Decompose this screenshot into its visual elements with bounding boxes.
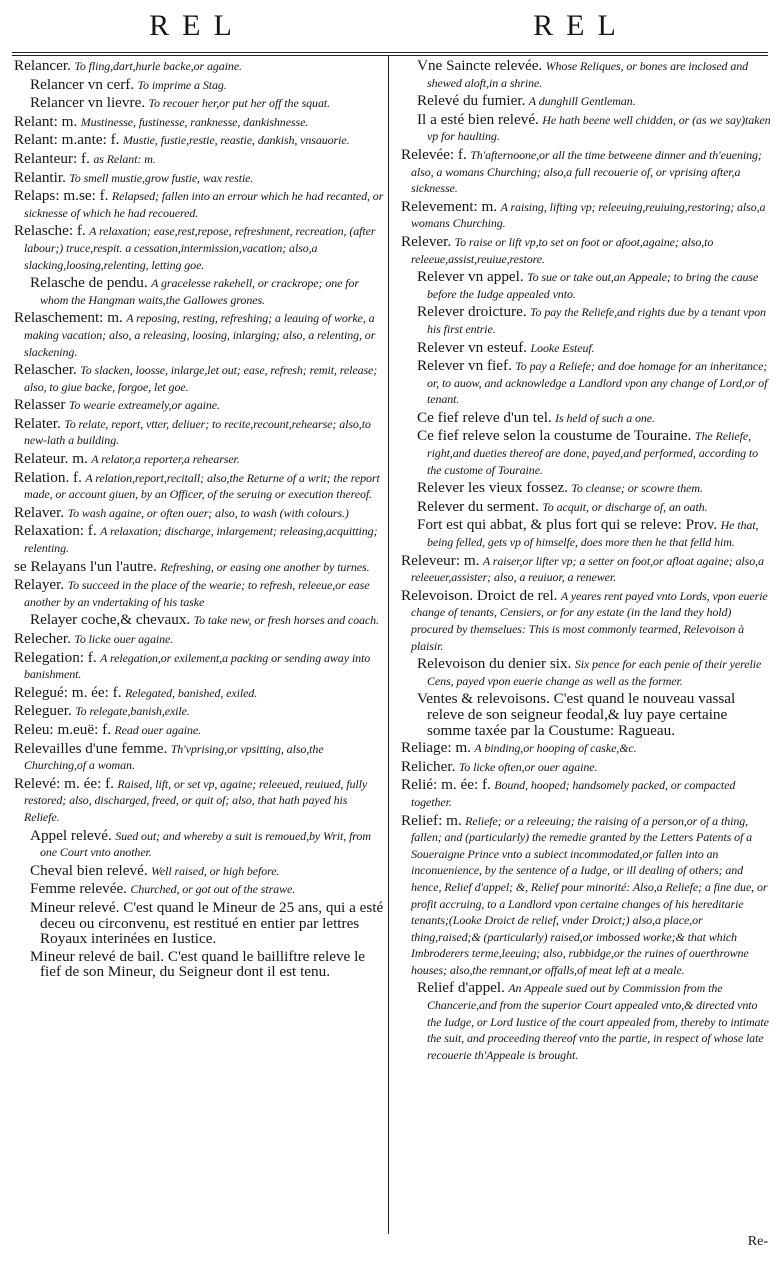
entry-headword: Relasser (14, 396, 66, 414)
dictionary-entry (14, 559, 384, 576)
entry-headword: Ce fief releve d'un tel. (417, 408, 552, 426)
entry-definition: A raising, lifting vp; releeuing,reuiuing,restoring; also,a womans Churching. (411, 199, 766, 231)
left-column (14, 58, 384, 1228)
entry-definition: To sue or take out,an Appeale; to bring the cause before the Iudge appealed vnto. (427, 270, 759, 301)
entry-headword: Relevoison du denier six. (417, 655, 572, 673)
entry-definition: To relegate,banish,exile. (75, 704, 190, 719)
entry-definition: To take new, or fresh horses and coach. (193, 613, 379, 628)
entry-definition: A relator,a reporter,a rehearser. (91, 452, 240, 467)
entry-definition: A raiser,or lifter vp; a setter on foot,or afloat againe; also,a releeuer,assister; also, a reuiuor, a renewer. (411, 553, 764, 585)
entry-definition: A gracelesse rakehell, or crackrope; one for whom the Hangman waits,the Gallowes grones. (40, 276, 359, 307)
entry-definition: To relate, report, vtter, deliuer; to recite,recount,rehearse; also,to new-lath a building. (24, 416, 371, 448)
entry-headword: Relief: m. (401, 811, 462, 829)
sub-entry (401, 499, 771, 516)
entry-definition: A yeares rent payed vnto Lords, vpon euerie change of tenants, Censiers, or for any estate (in the land they hold) procured by themselues: This is most commonly tearmed, Relevoison à plaisir. (411, 588, 768, 653)
entry-definition: Sued out; and whereby a suit is remoued,by Writ, from one Court vnto another. (40, 828, 371, 860)
entry-definition: A relaxation; discharge, inlargement; releasing,acquitting; relenting. (24, 524, 378, 556)
entry-headword: Releveur: m. (401, 551, 480, 569)
entry-headword: Relancer vn cerf. (30, 75, 135, 93)
sub-entry (401, 480, 771, 497)
sub-entry (401, 93, 771, 110)
dictionary-entry (401, 759, 771, 776)
entry-headword: Relayer coche,& chevaux. (30, 611, 191, 629)
dictionary-entry (14, 470, 384, 503)
dictionary-entry (14, 577, 384, 610)
entry-headword: Relever droicture. (417, 303, 527, 321)
entry-headword: Relant: m.ante: f. (14, 131, 120, 149)
entry-headword: Relever vn fief. (417, 357, 512, 375)
entry-headword: Relegation: f. (14, 648, 97, 666)
entry-headword: Ce fief releve selon la coustume de Touraine. (417, 427, 692, 445)
dictionary-entry (401, 588, 771, 654)
entry-headword: Relicher. (401, 757, 456, 775)
column-divider (388, 56, 389, 1234)
entry-definition: To raise or lift vp,to set on foot or afoot,againe; also,to releeue,assist,reuiue,restore. (411, 234, 714, 266)
entry-definition: To recouer her,or put her off the squat. (148, 96, 330, 111)
sub-entry (401, 112, 771, 145)
entry-definition: To pay a Reliefe; and doe homage for an inheritance; or, to auow, and acknowledge a Landlord vpon any change of Lord,or of tenant. (427, 359, 768, 407)
entry-headword: Relever du serment. (417, 497, 539, 515)
entry-definition: Reliefe; or a releeuing; the raising of a person,or of a thing, fallen; and (particularly) the remedie granted by the Letters Patents of a Soueraigne Prince vnto a subiect incommodated,or fallen into an inconuenience, by the sentence of a Iudge, or ill dealing of others; and hence, Relief d'appel; &, Relief pour minorité: Also,a Reliefe; a fine due, or profit accruing, to a Landlord vpon certaine changes of his hereditarie tenants;(Looke Droict de relief, vnder Droict;) also,a place,or thing,raised;& (particularly) raised,or imbossed worke;& that which Imbroderers terme,leeuing; also, rubbidge,or the ruines of ouerthrowne houses; also,the remnant,or offalls,of meat left at a meale. (411, 813, 768, 977)
entry-definition: A reposing, resting, refreshing; a leauing of worke, a making vacation; also, a releasing, loosing, inlarging; also, a relenting, or slackening. (24, 311, 376, 359)
dictionary-entry (14, 703, 384, 720)
entry-headword: Relant: m. (14, 112, 78, 130)
sub-entry (14, 881, 384, 898)
entry-definition: To licke often,or ouer againe. (458, 759, 598, 774)
entry-headword: Relaxation: f. (14, 522, 97, 540)
entry-definition: To fling,dart,hurle backe,or againe. (74, 59, 242, 73)
entry-headword: Relevée: f. (401, 145, 467, 163)
sub-entry (401, 58, 771, 91)
sub-entry (401, 269, 771, 302)
entry-definition: He hath beene well chidden, or (as we say)taken vp for haulting. (427, 112, 771, 144)
entry-headword: Relief d'appel. (417, 979, 505, 997)
sub-entry (14, 949, 384, 980)
dictionary-entry (14, 776, 384, 826)
entry-headword: Relever vn esteuf. (417, 338, 528, 356)
entry-headword: Releu: m.euë: f. (14, 720, 111, 738)
entry-definition: Well raised, or high before. (151, 863, 280, 878)
dictionary-entry (14, 310, 384, 360)
dictionary-entry (14, 416, 384, 449)
entry-headword: Relayer. (14, 576, 65, 594)
entry-headword: Relevé du fumier. (417, 92, 526, 110)
dictionary-entry (14, 188, 384, 221)
entry-definition: An Appeale sued out by Commission from the Chancerie,and from the superior Court appealed vnto,& directed vnto the Iudge, or Lord Iustice of the court appealed from, thereby to intimate the suit, and proceeding thereof vnto the partie, in respect of whose late recouerie th'Appeale is brought. (427, 981, 769, 1062)
dictionary-entry (401, 740, 771, 757)
right-column (401, 58, 771, 1228)
sub-entry (14, 828, 384, 861)
entry-definition: A relation,report,recitall; also,the Returne of a writ; the report made, or account giuen, by an Officer, of the seruing or execution thereof. (24, 470, 380, 502)
sub-entry (401, 656, 771, 689)
entry-headword: Relater. (14, 414, 61, 432)
entry-definition: To licke ouer againe. (74, 632, 174, 646)
entry-definition: Is held of such a one. (555, 410, 655, 425)
sub-entry (14, 863, 384, 880)
entry-headword: Relaver. (14, 503, 65, 521)
entry-headword: se Relayans l'un l'autre. (14, 557, 157, 575)
entry-headword: Relevoison. Droict de rel. (401, 586, 558, 604)
dictionary-entry (14, 170, 384, 187)
sub-entry (401, 304, 771, 337)
entry-definition: He that, being felled, gets vp of himselfe, does more then he that felld him. (427, 518, 759, 550)
entry-definition: Raised, lift, or set vp, againe; releeued, reuiued, fully restored; also, discharged, freed, or quit of; also, that hath payed his Reliefe. (24, 776, 368, 824)
entry-definition: To pay the Reliefe,and rights due by a tenant vpon his first entrie. (427, 305, 766, 336)
dictionary-entry (14, 523, 384, 556)
entry-definition: To imprime a Stag. (137, 77, 227, 92)
entry-definition: Relegated, banished, exiled. (124, 685, 258, 700)
entry-definition: A dunghill Gentleman. (528, 94, 636, 109)
sub-entry (14, 275, 384, 308)
entry-headword: Relié: m. ée: f. (401, 776, 491, 794)
entry-headword: Il a esté bien relevé. (417, 110, 539, 128)
entry-definition: To cleanse; or scowre them. (571, 481, 703, 496)
entry-definition: Churched, or got out of the strawe. (130, 882, 296, 897)
sub-entry (14, 77, 384, 94)
entry-headword: Relevé: m. ée: f. (14, 774, 114, 792)
sub-entry (401, 980, 771, 1063)
dictionary-entry (401, 553, 771, 586)
entry-headword: Femme relevée. (30, 880, 127, 898)
dictionary-entry (14, 631, 384, 648)
entry-definition: To succeed in the place of the wearie; to refresh, releeue,or ease another by an vndertaking of his taske (24, 578, 370, 609)
entry-definition: To acquit, or discharge of, an oath. (542, 499, 708, 514)
entry-headword: Relecher. (14, 630, 71, 647)
entry-headword: Relaschement: m. (14, 309, 123, 327)
entry-headword: Relasche: f. (14, 222, 86, 240)
entry-definition: A binding,or hooping of caske,&c. (474, 741, 637, 756)
dictionary-entry (14, 741, 384, 774)
dictionary-entry (14, 58, 384, 75)
sub-entry (14, 95, 384, 112)
running-head-left: REL (149, 9, 245, 42)
entry-headword: Relanteur: f. (14, 149, 90, 167)
entry-definition: The Reliefe, right,and dueties thereof are done, payed,and performed, according to the custome of Touraine. (427, 429, 759, 477)
entry-headword: Relantir. (14, 168, 66, 186)
dictionary-entry (14, 132, 384, 149)
entry-headword: Relever vn appel. (417, 268, 524, 286)
entry-definition: Th'afternoone,or all the time betweene dinner and th'euening; also, a womans Churching; also,a full recouerie of, or vprising after,a sicknesse. (411, 147, 762, 196)
dictionary-entry (14, 451, 384, 468)
dictionary-entry (14, 397, 384, 414)
entry-headword: Reliage: m. (401, 739, 472, 757)
sub-entry (401, 340, 771, 357)
dictionary-entry (14, 362, 384, 395)
entry-definition: Looke Esteuf. (530, 340, 595, 355)
dictionary-entry (401, 777, 771, 810)
entry-headword: Fort est qui abbat, & plus fort qui se releve: Prov. (417, 516, 718, 534)
entry-headword: Ventes & relevoisons. C'est quand le nouveau vassal releve de son seigneur feodal,& luy paye certaine somme taxée par la Coustume: Ragueau. (417, 690, 736, 739)
entry-headword: Relateur. m. (14, 450, 88, 468)
dictionary-entry (14, 505, 384, 522)
dictionary-entry (401, 813, 771, 979)
entry-headword: Relascher. (14, 361, 77, 379)
sub-entry (401, 410, 771, 427)
sub-entry (401, 428, 771, 478)
dictionary-entry (14, 650, 384, 683)
sub-entry (401, 358, 771, 408)
entry-headword: Relever les vieux fossez. (417, 479, 568, 497)
sub-entry (401, 691, 771, 738)
entry-definition: To wash againe, or often ouer; also, to wash (with colours.) (67, 505, 349, 520)
entry-headword: Relancer vn lievre. (30, 94, 146, 112)
entry-headword: Relever. (401, 232, 452, 250)
entry-headword: Appel relevé. (30, 826, 112, 844)
dictionary-entry (14, 223, 384, 273)
dictionary-entry (401, 199, 771, 232)
entry-definition: Read ouer againe. (114, 722, 202, 737)
entry-headword: Mineur relevé de bail. C'est quand le bailliftre releve le fief de son Mineur, du Seigneur dont il est tenu. (30, 947, 366, 981)
header-rule (12, 52, 768, 53)
entry-definition: Bound, hooped; handsomely packed, or compacted together. (411, 778, 736, 809)
entry-headword: Relevailles d'une femme. (14, 739, 168, 757)
sub-entry (14, 900, 384, 947)
entry-definition: Mustinesse, fustinesse, ranknesse, dankishnesse. (80, 114, 309, 129)
dictionary-entry (14, 114, 384, 131)
entry-headword: Cheval bien relevé. (30, 861, 148, 879)
entry-definition: To smell mustie,grow fustie, wax restie. (69, 170, 254, 185)
entry-headword: Relaps: m.se: f. (14, 187, 109, 205)
entry-headword: Releguer. (14, 702, 72, 720)
entry-definition: as Relant: m. (93, 151, 156, 166)
entry-definition: Whose Reliques, or bones are inclosed and shewed aloft,in a shrine. (427, 59, 749, 90)
dictionary-entry (401, 147, 771, 197)
entry-headword: Relancer. (14, 58, 71, 74)
sub-entry (14, 612, 384, 629)
dictionary-entry (401, 234, 771, 267)
dictionary-entry (14, 722, 384, 739)
entry-definition: Mustie, fustie,restie, reastie, dankish, vnsauorie. (122, 133, 350, 148)
entry-definition: Relapsed; fallen into an errour which he had recanted, or sicknesse of which he had recouered. (24, 189, 384, 220)
entry-definition: Six pence for each penie of their yerelie Cens, payed vpon euerie change as well as the former. (427, 657, 762, 688)
entry-headword: Mineur relevé. C'est quand le Mineur de 25 ans, qui a esté deceu ou circonvenu, est restitué en entier par lettres Royaux interinées en Iustice. (30, 898, 384, 948)
entry-definition: A relegation,or exilement,a packing or sending away into banishment. (24, 650, 371, 682)
entry-definition: Refreshing, or easing one another by turnes. (160, 559, 370, 574)
entry-headword: Relegué: m. ée: f. (14, 683, 122, 701)
entry-headword: Relasche de pendu. (30, 274, 148, 292)
entry-definition: Th'vprising,or vpsitting, also,the Churching,of a woman. (24, 741, 324, 773)
dictionary-entry (14, 685, 384, 702)
sub-entry (401, 517, 771, 550)
entry-definition: To wearie extreamely,or againe. (68, 398, 220, 413)
entry-headword: Relevement: m. (401, 197, 498, 215)
entry-definition: A relaxation; ease,rest,repose, refreshment, recreation, (after labour;) truce,respit. a cessation,intermission,vacation; also,a slacking,loosing,relenting, letting goe. (24, 224, 376, 272)
entry-headword: Vne Saincte relevée. (417, 58, 543, 74)
header-rule-double (12, 55, 768, 56)
catchword: Re- (747, 1234, 768, 1249)
dictionary-entry (14, 151, 384, 168)
entry-headword: Relation. f. (14, 468, 82, 486)
running-head-right: REL (533, 9, 629, 42)
entry-definition: To slacken, loosse, inlarge,let out; ease, refresh; remit, release; also, to giue backe, forgoe, let goe. (24, 363, 378, 394)
